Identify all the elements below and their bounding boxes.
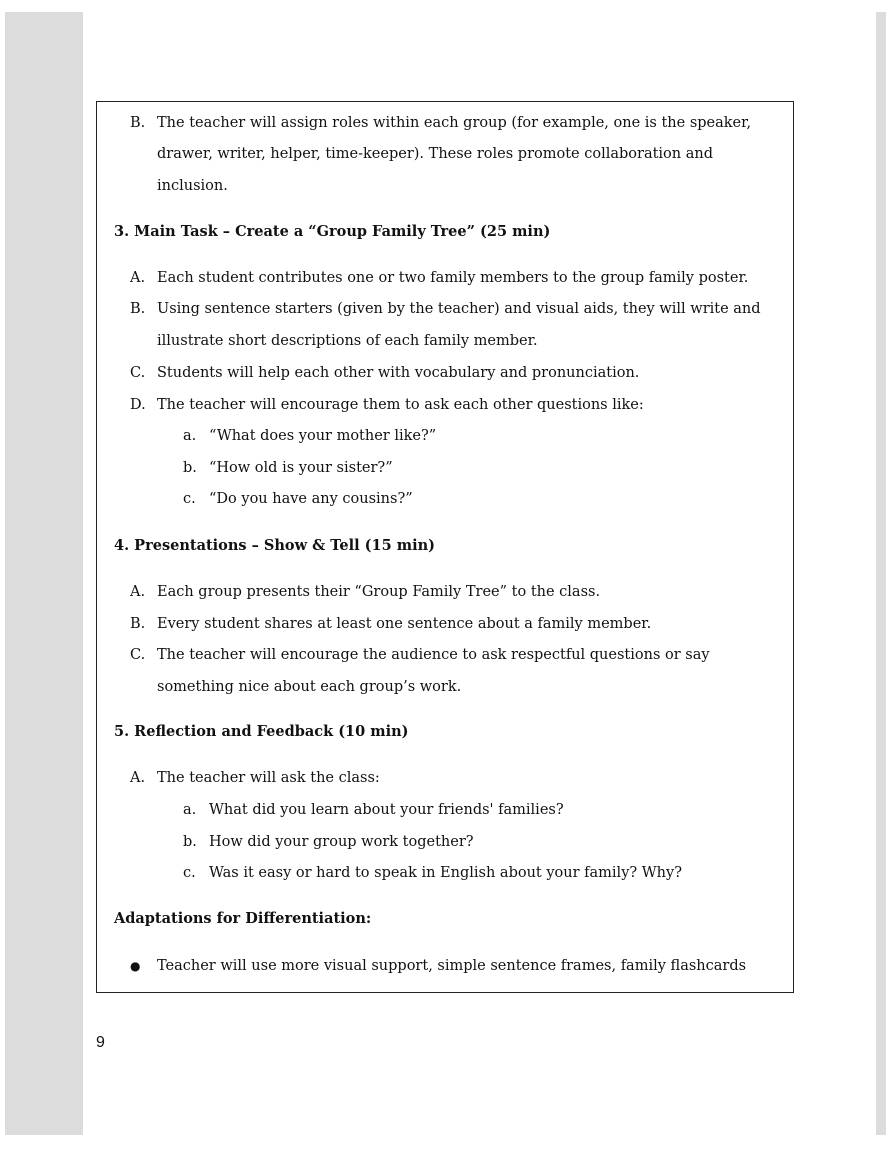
item-text-line: drawer, writer, helper, time-keeper). These roles promote collaboration and (157, 146, 713, 162)
page-margin-left (5, 12, 83, 1135)
item-text-line: Each student contributes one or two family members to the group family poster. (157, 270, 749, 286)
item-text-line: Using sentence starters (given by the teacher) and visual aids, they will write and (157, 301, 761, 317)
item-marker: D. (130, 397, 146, 413)
subitem-marker: a. (183, 428, 197, 444)
page-number: 9 (96, 1034, 105, 1051)
item-marker: B. (130, 616, 146, 632)
subitem-text: “Do you have any cousins?” (209, 491, 413, 507)
item-text-line: Students will help each other with vocabulary and pronunciation. (157, 365, 640, 381)
page-margin-right (876, 12, 886, 1135)
item-marker: C. (130, 365, 146, 381)
subitem-text: “What does your mother like?” (209, 428, 437, 444)
subitem-text: Was it easy or hard to speak in English about your family? Why? (209, 865, 682, 881)
bullet-text: Teacher will use more visual support, simple sentence frames, family flashcards (157, 958, 747, 974)
section-heading-adaptations: Adaptations for Differentiation: (114, 910, 372, 927)
item-marker: A. (130, 770, 146, 786)
subitem-marker: b. (183, 834, 197, 850)
bullet-icon: ● (130, 959, 141, 973)
item-text-line: something nice about each group’s work. (157, 679, 462, 695)
section-heading-presentations: 4. Presentations – Show & Tell (15 min) (114, 537, 436, 554)
item-marker: B. (130, 301, 146, 317)
item-text-line: Each group presents their “Group Family Tree” to the class. (157, 584, 601, 600)
item-text-line: The teacher will encourage the audience to ask respectful questions or say (157, 647, 710, 663)
item-marker: B. (130, 115, 146, 131)
section-heading-main-task: 3. Main Task – Create a “Group Family Tree” (25 min) (114, 223, 551, 240)
item-text-line: Every student shares at least one sentence about a family member. (157, 616, 652, 632)
item-text-line: inclusion. (157, 178, 228, 194)
subitem-marker: c. (183, 865, 196, 881)
item-text-line: The teacher will ask the class: (157, 770, 380, 786)
item-text-line: The teacher will encourage them to ask each other questions like: (157, 397, 644, 413)
item-marker: A. (130, 584, 146, 600)
subitem-text: What did you learn about your friends' families? (209, 802, 564, 818)
subitem-text: “How old is your sister?” (209, 460, 393, 476)
item-text-line: The teacher will assign roles within each group (for example, one is the speaker, (157, 115, 752, 131)
item-marker: C. (130, 647, 146, 663)
subitem-marker: b. (183, 460, 197, 476)
subitem-marker: a. (183, 802, 197, 818)
item-marker: A. (130, 270, 146, 286)
subitem-text: How did your group work together? (209, 834, 474, 850)
section-heading-reflection: 5. Reflection and Feedback (10 min) (114, 723, 409, 740)
subitem-marker: c. (183, 491, 196, 507)
item-text-line: illustrate short descriptions of each family member. (157, 333, 538, 349)
